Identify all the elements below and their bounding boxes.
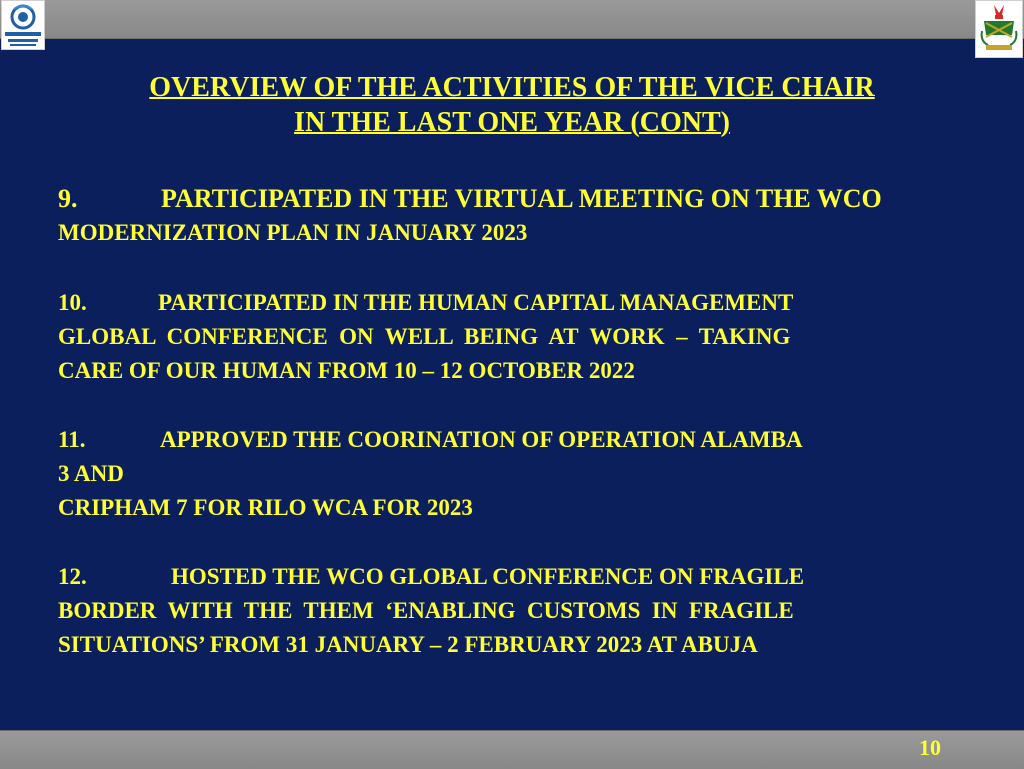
top-bar: [0, 0, 1024, 39]
wco-globe-icon: [2, 1, 44, 49]
item-text-line: BORDER WITH THE THEM ‘ENABLING CUSTOMS IN FRAGILE: [58, 598, 794, 623]
crest-icon: [976, 1, 1022, 57]
wco-logo: [1, 0, 45, 50]
item-text-line: CRIPHAM 7 FOR RILO WCA FOR 2023: [58, 495, 473, 520]
item-number: 10.: [58, 290, 87, 315]
title-line-1: OVERVIEW OF THE ACTIVITIES OF THE VICE CHAIR: [149, 72, 875, 103]
list-item: [58, 560, 966, 662]
item-text-line: PARTICIPATED IN THE HUMAN CAPITAL MANAGEMENT: [158, 290, 794, 315]
customs-crest-logo: [975, 0, 1023, 58]
item-text-line: APPROVED THE COORINATION OF OPERATION ALAMBA: [160, 427, 803, 452]
item-number: 12.: [58, 564, 87, 589]
item-text-line: CARE OF OUR HUMAN FROM 10 – 12 OCTOBER 2022: [58, 358, 635, 383]
item-text-line: SITUATIONS’ FROM 31 JANUARY – 2 FEBRUARY 2023 AT ABUJA: [58, 632, 758, 657]
page-number: 10: [919, 735, 941, 760]
slide-title: [40, 70, 984, 140]
item-number: 11.: [58, 427, 86, 452]
item-text-line: GLOBAL CONFERENCE ON WELL BEING AT WORK – TAKING: [58, 324, 791, 349]
list-item: [58, 286, 966, 388]
list-item: [58, 423, 966, 525]
item-number: 9.: [58, 184, 78, 213]
bottom-bar: [0, 730, 1024, 769]
item-text-line: PARTICIPATED IN THE VIRTUAL MEETING ON THE WCO: [161, 184, 882, 213]
item-text-line: MODERNIZATION PLAN IN JANUARY 2023: [58, 220, 528, 245]
item-text-line: HOSTED THE WCO GLOBAL CONFERENCE ON FRAGILE: [171, 564, 805, 589]
item-text-line: 3 AND: [58, 461, 124, 486]
list-item: [58, 182, 966, 250]
title-line-2: IN THE LAST ONE YEAR (CONT): [294, 107, 730, 138]
